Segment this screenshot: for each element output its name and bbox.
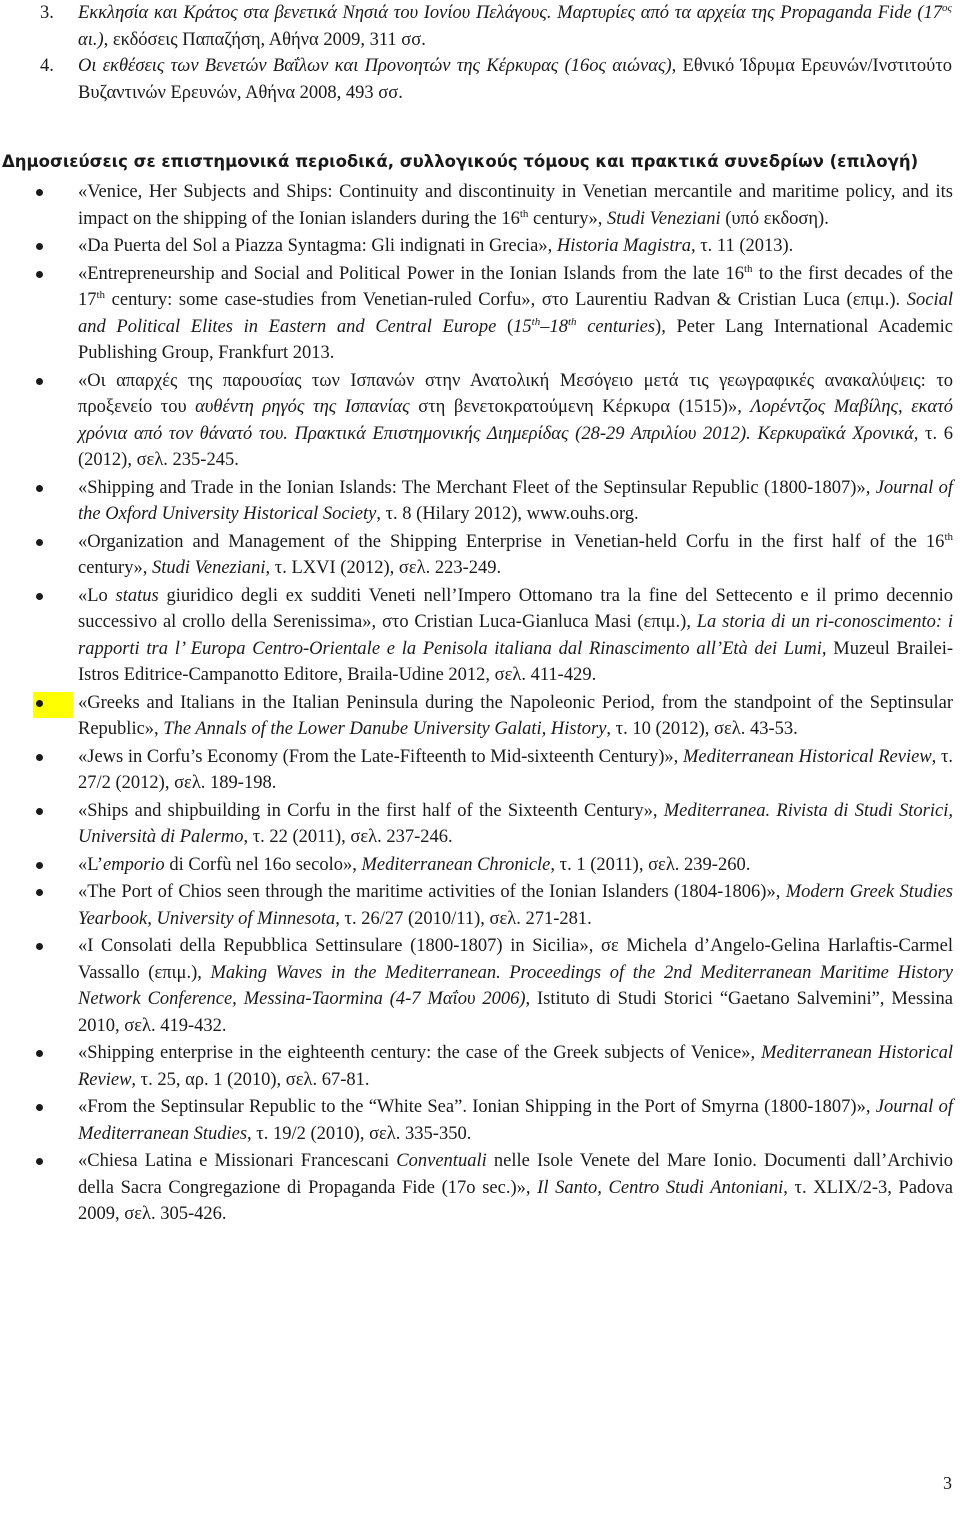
item-number: 4. [40, 56, 54, 76]
italic-text: Mediterranea. Rivista di Studi Storici, Università di Palermo [78, 800, 954, 847]
text: giuridico degli ex sudditi Veneti nell’Impero Ottomano tra la fine del Settecento e il primo decennio successivo al crollo della Serenissima», στο Cristian Luca-Gianluca Masi (επιμ.), [78, 585, 953, 632]
italic-text: Il Santo, Centro Studi Antoniani [537, 1177, 784, 1198]
list-item [0, 852, 960, 879]
bullet-icon [36, 189, 43, 196]
bullet-icon [36, 700, 43, 707]
italic-text: status [115, 585, 159, 606]
text: , τ. 26/27 (2010/11), σελ. 271-281. [335, 908, 592, 929]
text: «Greeks and Italians in the Italian Peninsula during the Napoleonic Period, from the standpoint of the Septinsular Republic», [78, 692, 953, 739]
text: «Chiesa Latina e Missionari Francescani [78, 1151, 397, 1171]
list-item-highlighted [0, 690, 960, 743]
bullet-icon [36, 485, 43, 492]
superscript: th [944, 530, 953, 543]
text: «Organization and Management of the Shipping Enterprise in Venetian-held Corfu in the first half of the 16 [78, 531, 945, 552]
text: , Εθνικό Ίδρυμα Ερευνών/Ινστιτούτο Βυζαντινών Ερευνών, Αθήνα 2008, 493 σσ. [78, 56, 952, 103]
text: , τ. XLIX/2-3, Padova 2009, σελ. 305-426. [78, 1177, 953, 1224]
publication-text [78, 1043, 953, 1090]
italic-text: Mediterranean Historical Review [682, 746, 932, 767]
italic-text: centuries [576, 316, 656, 337]
list-item [0, 529, 960, 582]
italic-text: αυθέντη ρηγός της Ισπανίας [195, 397, 410, 417]
list-item [0, 53, 960, 106]
bullet-icon [36, 378, 43, 385]
list-item [0, 1094, 960, 1147]
superscript [532, 315, 541, 327]
italic-text: αι.) [78, 29, 104, 50]
section-heading: Δημοσιεύσεις σε επιστημονικά περιοδικά, συλλογικούς τόμους και πρακτικά συνεδρίων (επιλογή) [2, 152, 919, 171]
publication-text [78, 747, 953, 794]
italic-text: Εκκλησία και Κράτος στα βενετικά Νησιά του Ιονίου Πελάγους. Μαρτυρίες από τα αρχεία της Propaganda Fide (17 [78, 3, 943, 23]
bullet-icon [36, 889, 43, 896]
bullet-icon [36, 1104, 43, 1111]
text: , Istituto di Studi Storici “Gaetano Salvemini”, Messina 2010, σελ. 419-432. [78, 989, 953, 1036]
list-item [0, 583, 960, 689]
italic-text: Making Waves in the Mediterranean. Proceedings of the 2nd Mediterranean Maritime History Network Conference, Messina-Taormina (4-7 Μαΐου 2006) [78, 962, 953, 1009]
italic-text: ος [942, 1, 952, 14]
text: «Jews in Corfu’s Economy (From the Late-Fifteenth to Mid-sixteenth Century)», [78, 746, 683, 767]
publication-text [78, 1151, 953, 1224]
superscript [568, 315, 577, 327]
publication-text [78, 264, 953, 364]
bullet-icon [36, 1158, 43, 1165]
publication-text [78, 936, 953, 1036]
italic-text: Λορέντζος Μαβίλης, εκατό χρόνια από τον θάνατό του. Πρακτικά Επιστημονικής Διημερίδας (28-29 Απριλίου 2012). Κερκυραϊκά Χρονικά [78, 397, 953, 444]
text: , τ. 27/2 (2012), σελ. 189-198. [78, 746, 954, 793]
bullet-icon [36, 1050, 43, 1057]
list-item [0, 744, 960, 797]
text: «Οι απαρχές της παρουσίας των Ισπανών στην Ανατολική Μεσόγειο μετά τις γεωγραφικές ανακαλύψεις: το προξενείο του [78, 370, 953, 417]
publication-text [78, 532, 953, 579]
superscript: th [744, 262, 753, 275]
superscript: th [519, 207, 529, 220]
italic-text: emporio [103, 854, 165, 875]
numbered-list [0, 0, 960, 106]
text: , εκδόσεις Παπαζήση, Αθήνα 2009, 311 σσ. [103, 29, 426, 50]
text: «The Port of Chios seen through the maritime activities of the Ionian Islanders (1804-1806)», [78, 882, 786, 902]
text: «L’ [78, 854, 104, 875]
text: «Ships and shipbuilding in Corfu in the first half of the Sixteenth Century», [78, 800, 664, 821]
italic-text: Modern Greek Studies Yearbook, University of Minnesota [78, 882, 953, 929]
text: στη βενετοκρατούμενη Κέρκυρα (1515)», [409, 397, 751, 417]
bullet-icon [36, 593, 43, 600]
bullet-icon [36, 754, 43, 761]
list-item [0, 261, 960, 367]
list-item [0, 368, 960, 474]
italic-text: Mediterranean Historical Review [78, 1043, 953, 1090]
publications-list [0, 179, 960, 1229]
publication-text [78, 801, 953, 848]
text: (υπό εκδοση). [720, 208, 829, 229]
italic-text: –18 [540, 316, 568, 337]
italic-text: Social and Political Elites in Eastern and Central Europe [78, 290, 953, 337]
text: «I Consolati della Repubblica Settinsulare (1800-1807) in Sicilia», σε Michela d’Angelo-Gelina Harlaftis-Carmel Vassallo (επιμ.), [78, 936, 953, 983]
italic-text: Οι εκθέσεις των Βενετών Βαΐλων και Προνοητών της Κέρκυρας (16ος αιώνας) [78, 56, 672, 76]
italic-text: th [567, 315, 577, 328]
text: , τ. 22 (2011), σελ. 237-246. [243, 827, 453, 847]
superscript [942, 2, 952, 14]
text: , τ. 11 (2013). [690, 236, 794, 256]
publication-text [78, 693, 953, 740]
publication-text [78, 1097, 953, 1144]
list-item [0, 233, 960, 260]
italic-text: The Annals of the Lower Danube University Galati, History [163, 719, 607, 739]
italic-text: th [531, 315, 541, 328]
list-item [0, 0, 960, 53]
text: «Da Puerta del Sol a Piazza Syntagma: Gli indignati in Grecia», [78, 236, 557, 256]
text: century: some case-studies from Venetian-ruled Corfu», στο Laurentiu Radvan & Cristian Luca (επιμ.). [105, 290, 907, 310]
publication-text [78, 371, 953, 471]
italic-text: Studi Veneziani [151, 558, 266, 578]
text: nelle Isole Venete del Mare Ionio. Documenti dall’Archivio della Sacra Congregazione di Propaganda Fide (17o sec.)», [78, 1151, 953, 1198]
italic-text: La storia di un ri-conoscimento: i rapporti tra l’ Europa Centro-Orientale e la Penisola italiana dal Rinascimento all’Età dei Lumi [78, 612, 953, 659]
superscript: th [96, 288, 106, 301]
text: to the first decades of the 17 [78, 263, 953, 310]
italic-text: Mediterranean Chronicle [361, 854, 551, 875]
text: , τ. 8 (Hilary 2012), www.ouhs.org. [376, 504, 639, 524]
text: «Venice, Her Subjects and Ships: Continuity and discontinuity in Venetian mercantile and maritime policy, and its impact on the shipping of the Ionian islanders during the 16 [78, 182, 953, 229]
publication-text [78, 586, 953, 686]
text: , τ. 10 (2012), σελ. 43-53. [606, 719, 798, 739]
page-number: 3 [943, 1473, 952, 1493]
text: , τ. 25, αρ. 1 (2010), σελ. 67-81. [131, 1069, 370, 1090]
text: , τ. 6 (2012), σελ. 235-245. [78, 423, 953, 470]
text: di Corfù nel 16o secolo», [164, 854, 362, 875]
text: ( [496, 316, 514, 337]
italic-text: Studi Veneziani [607, 208, 721, 229]
text: «Lo [78, 585, 116, 606]
item-number: 3. [40, 3, 54, 23]
italic-text: Historia Magistra [556, 236, 691, 256]
list-item [0, 1040, 960, 1093]
italic-text: 15 [513, 316, 532, 337]
list-item [0, 1148, 960, 1228]
text: ), Peter Lang International Academic Publishing Group, Frankfurt 2013. [78, 316, 954, 363]
bullet-icon [36, 243, 43, 250]
text: , Muzeul Brailei-Istros Editrice-Campanotto Editore, Braila-Udine 2012, σελ. 411-429. [78, 638, 953, 685]
bullet-icon [36, 808, 43, 815]
list-item [0, 933, 960, 1039]
text: , τ. LXVI (2012), σελ. 223-249. [265, 558, 502, 578]
text: , τ. 1 (2011), σελ. 239-260. [550, 854, 751, 875]
bullet-icon [36, 862, 43, 869]
text: century», [78, 558, 152, 578]
publication-text [78, 855, 750, 875]
bullet-icon [36, 943, 43, 950]
text: «From the Septinsular Republic to the “White Sea”. Ionian Shipping in the Port of Smyrna (1800-1807)», [78, 1097, 876, 1117]
italic-text: Conventuali [396, 1151, 487, 1171]
publication-text [78, 882, 953, 929]
italic-text: Journal of the Oxford University Historical Society [78, 477, 953, 524]
publication-text [78, 478, 953, 525]
text: , τ. 19/2 (2010), σελ. 335-350. [247, 1123, 472, 1144]
text: «Shipping and Trade in the Ionian Islands: The Merchant Fleet of the Septinsular Republic (1800-1807)», [78, 477, 876, 498]
list-item [0, 475, 960, 528]
text: «Shipping enterprise in the eighteenth century: the case of the Greek subjects of Venice», [78, 1043, 762, 1063]
bullet-icon [36, 271, 43, 278]
text: «Entrepreneurship and Social and Political Power in the Ionian Islands from the late 16 [78, 263, 744, 284]
publication-text [78, 182, 953, 229]
publication-text [78, 236, 793, 256]
list-item [0, 879, 960, 932]
list-item [0, 179, 960, 232]
list-item [0, 798, 960, 851]
italic-text: Journal of Mediterranean Studies [78, 1097, 953, 1144]
bullet-icon [36, 539, 43, 546]
text: century», [528, 208, 608, 229]
